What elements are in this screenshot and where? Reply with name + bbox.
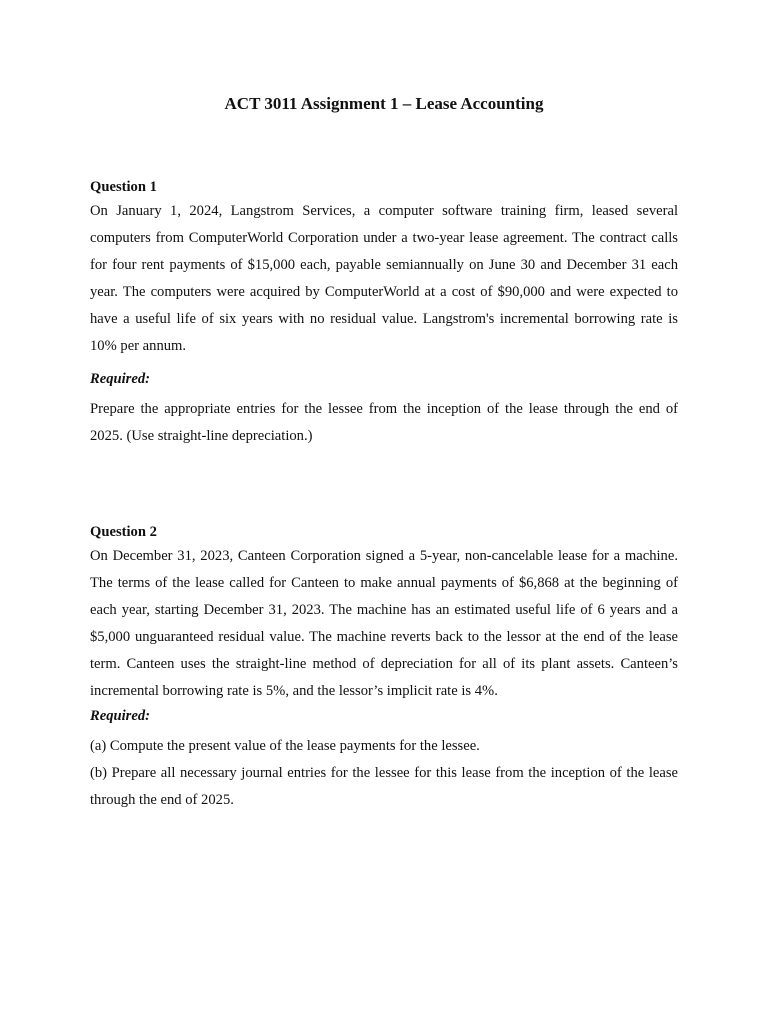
- document-title: ACT 3011 Assignment 1 – Lease Accounting: [224, 94, 544, 113]
- question-2-required-label: Required:: [90, 708, 150, 724]
- question-1-required-label: Required:: [90, 371, 150, 387]
- question-1-required-text: Prepare the appropriate entries for the lessee from the inception of the lease through the end of 2025. (Use straight-line depreciation.): [90, 401, 678, 444]
- question-2-section: [90, 521, 678, 814]
- question-2-body: On December 31, 2023, Canteen Corporation signed a 5-year, non-cancelable lease for a machine. The terms of the lease called for Canteen to make annual payments of $6,868 at the beginning of each year, starting December 31, 2023. The machine has an estimated useful life of 6 years and a $5,000 unguaranteed residual value. The machine reverts back to the lessor at the end of the lease term. Canteen uses the straight-line method of depreciation for all of its plant assets. Canteen’s incremental borrowing rate is 5%, and the lessor’s implicit rate is 4%.: [90, 548, 678, 699]
- question-2-required-b: (b) Prepare all necessary journal entries for the lessee for this lease from the inception of the lease through the end of 2025.: [90, 765, 678, 808]
- question-1-heading: Question 1: [90, 179, 157, 195]
- question-2-required-a: (a) Compute the present value of the lease payments for the lessee.: [90, 738, 480, 754]
- question-1-body: On January 1, 2024, Langstrom Services, a computer software training firm, leased several computers from ComputerWorld Corporation under a two-year lease agreement. The contract calls for four rent payments of $15,000 each, payable semiannually on June 30 and December 31 each year. The computers were acquired by ComputerWorld at a cost of $90,000 and were expected to have a useful life of six years with no residual value. Langstrom's incremental borrowing rate is 10% per annum.: [90, 203, 678, 354]
- question-1-section: [90, 176, 678, 450]
- question-2-heading: Question 2: [90, 524, 157, 540]
